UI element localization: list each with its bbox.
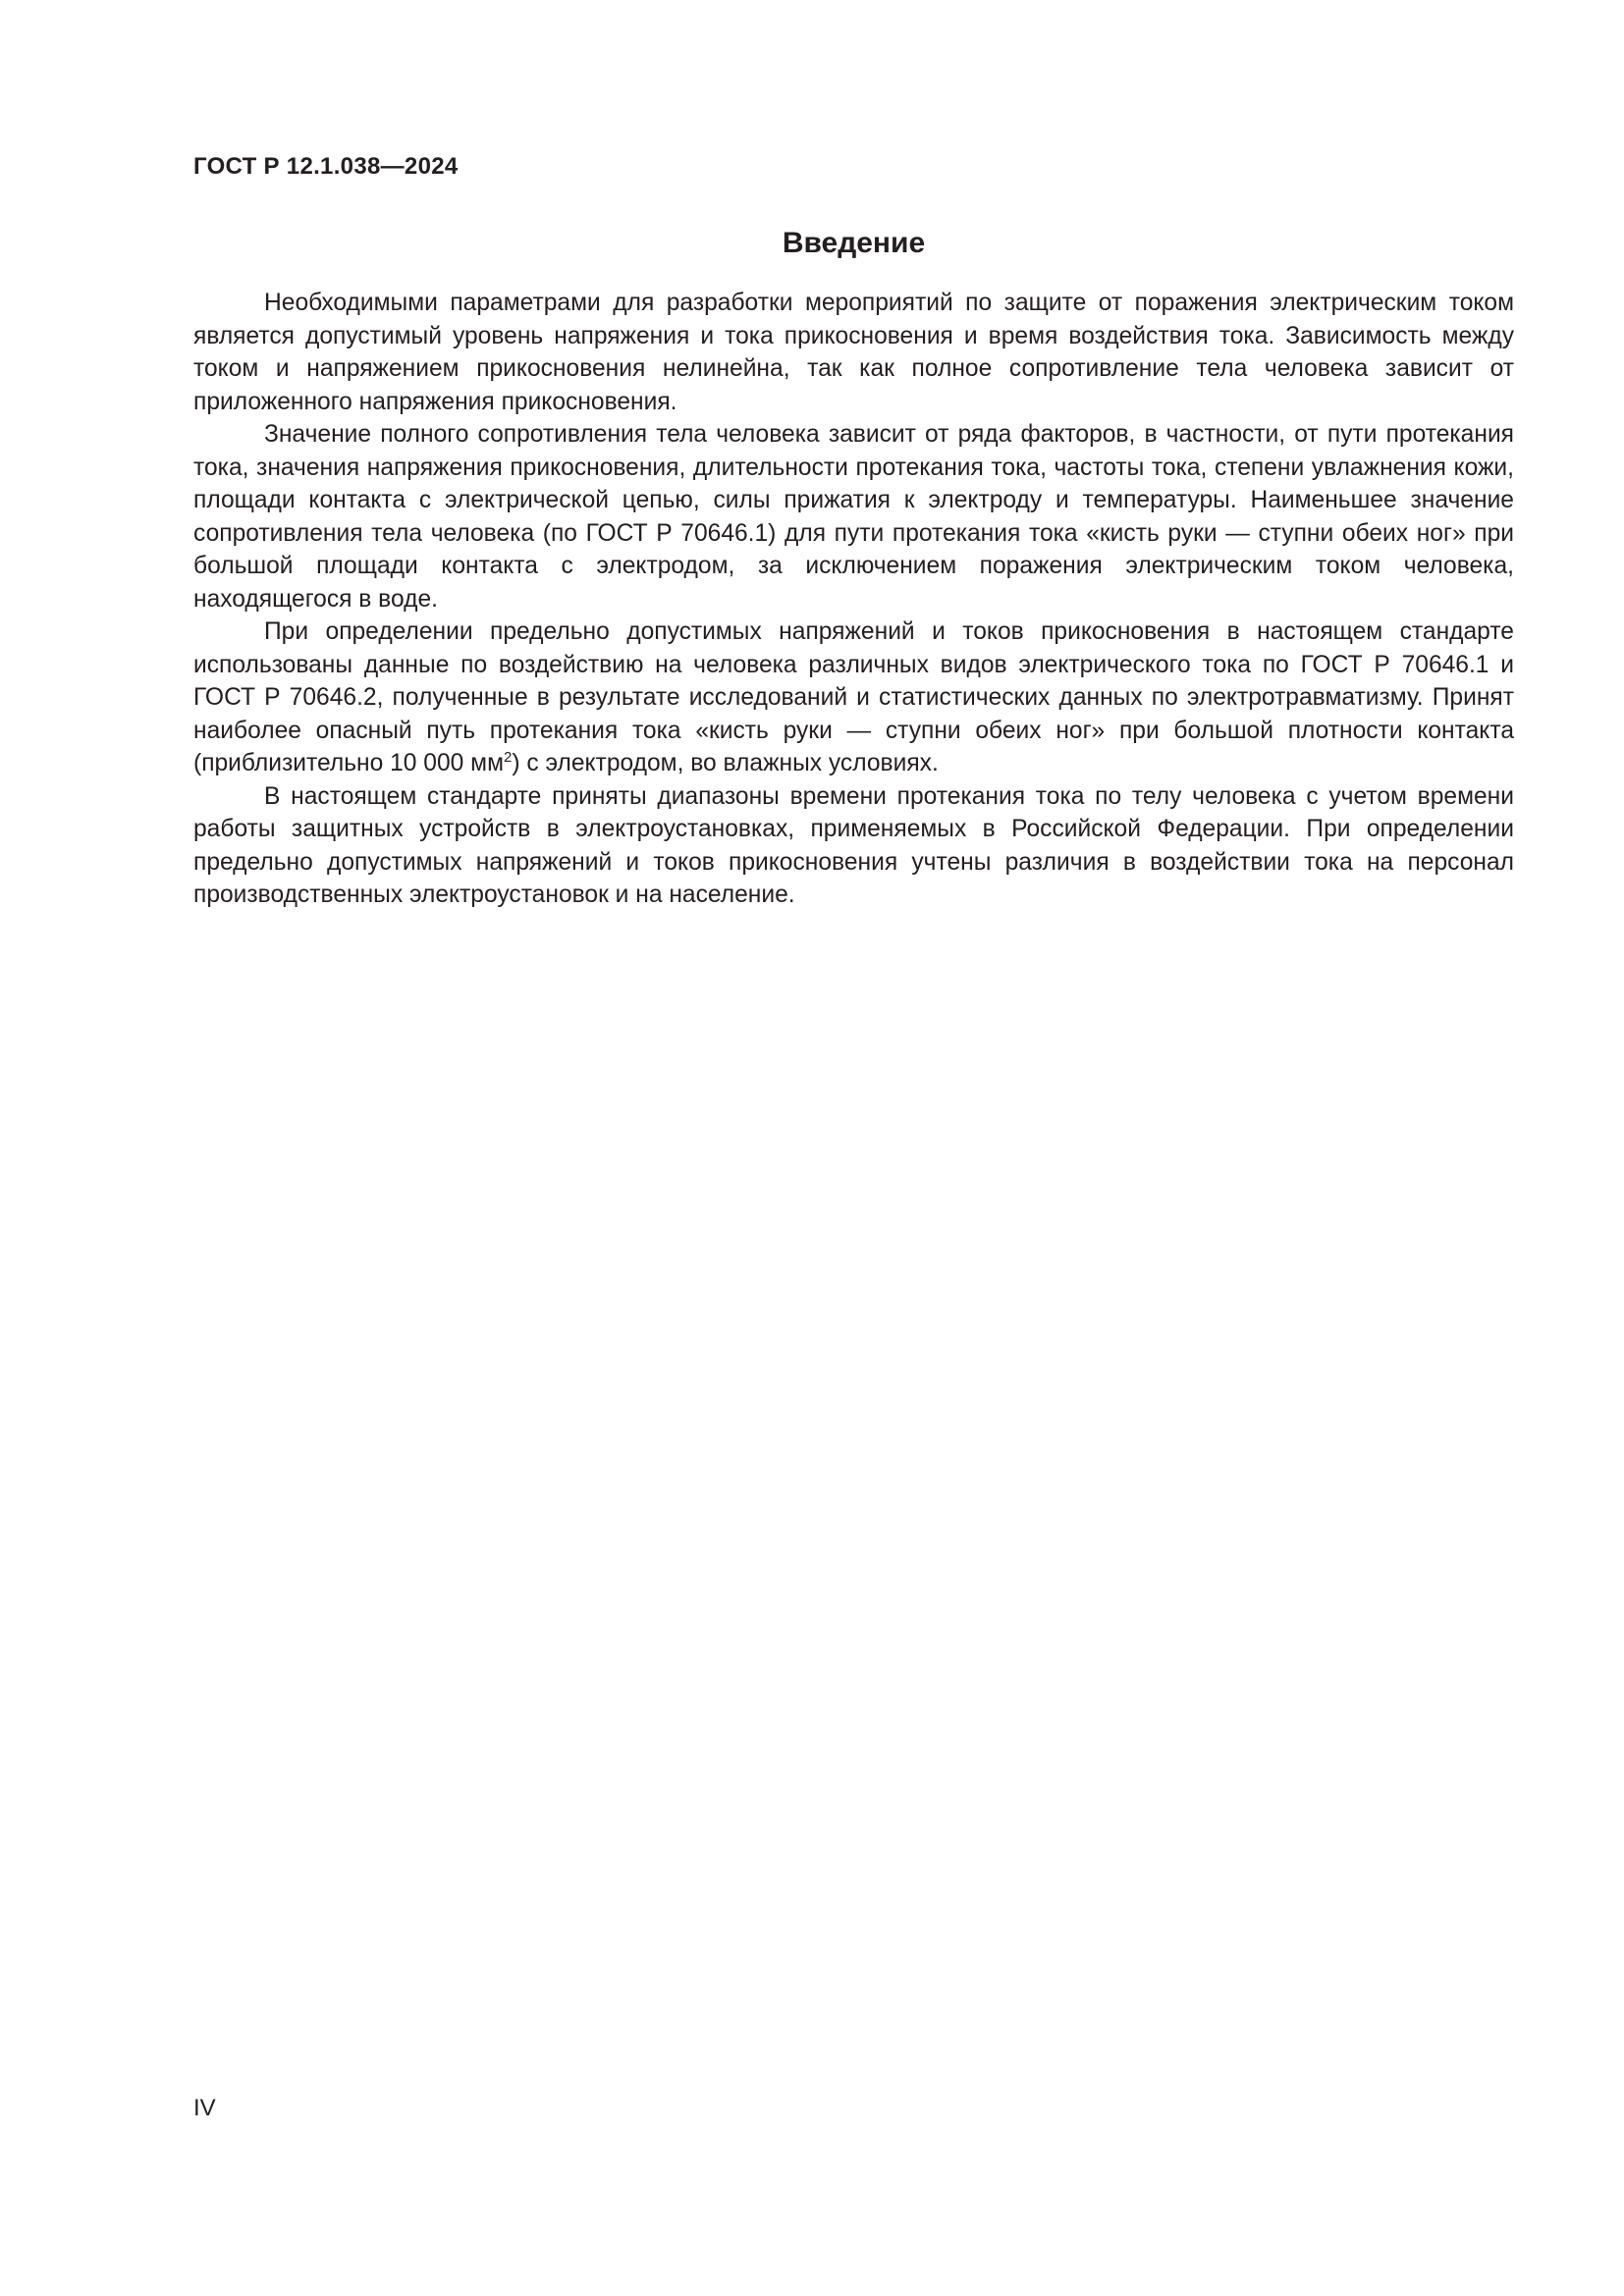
page-number: IV bbox=[193, 2095, 216, 2121]
paragraph-3-text-after: ) с электродом, во влажных условиях. bbox=[512, 750, 939, 776]
document-id-header: ГОСТ Р 12.1.038—2024 bbox=[193, 153, 459, 180]
superscript-square: 2 bbox=[503, 749, 513, 766]
body-text bbox=[193, 287, 1514, 912]
paragraph-1: Необходимыми параметрами для разработки мероприятий по защите от поражения электрическим током является допустимый уровень напряжения и тока прикосновения и время воздействия тока. Зависимость между током и напряжением прикосновения нелинейна, так как полное сопротивление тела человека зависит от приложенного напряжения прикосновения. bbox=[193, 290, 1514, 415]
paragraph-4: В настоящем стандарте приняты диапазоны времени протекания тока по телу человека с учетом времени работы защитных устройств в электроустановках, применяемых в Российской Федерации. При определении предельно допустимых напряжений и токов прикосновения учтены различия в воздействии тока на персонал производственных электроустановок и на население. bbox=[193, 782, 1514, 908]
paragraph-2: Значение полного сопротивления тела человека зависит от ряда факторов, в частности, от пути протекания тока, значения напряжения прикосновения, длительности протекания тока, частоты тока, степени увлажнения кожи, площади контакта с электрической цепью, силы прижатия к электроду и температуры. Наименьшее значение сопротивления тела человека (по ГОСТ Р 70646.1) для пути протекания тока «кисть руки — ступни обеих ног» при большой площади контакта с электродом, за исключением поражения электрическим током человека, находящегося в воде. bbox=[193, 421, 1514, 613]
section-title: Введение bbox=[782, 227, 926, 259]
paragraph-3-text-before: При определении предельно допустимых напряжений и токов прикосновения в настоящем стандарте использованы данные по воздействию на человека различных видов электрического тока по ГОСТ Р 70646.1 и ГОСТ Р 70646.2, полученные в результате исследований и статистических данных по электротравматизму. Принят наиболее опасный путь протекания тока «кисть руки — ступни обеих ног» при большой плотности контакта (приблизительно 10 000 мм bbox=[193, 618, 1514, 776]
paragraph-3 bbox=[193, 615, 1514, 780]
